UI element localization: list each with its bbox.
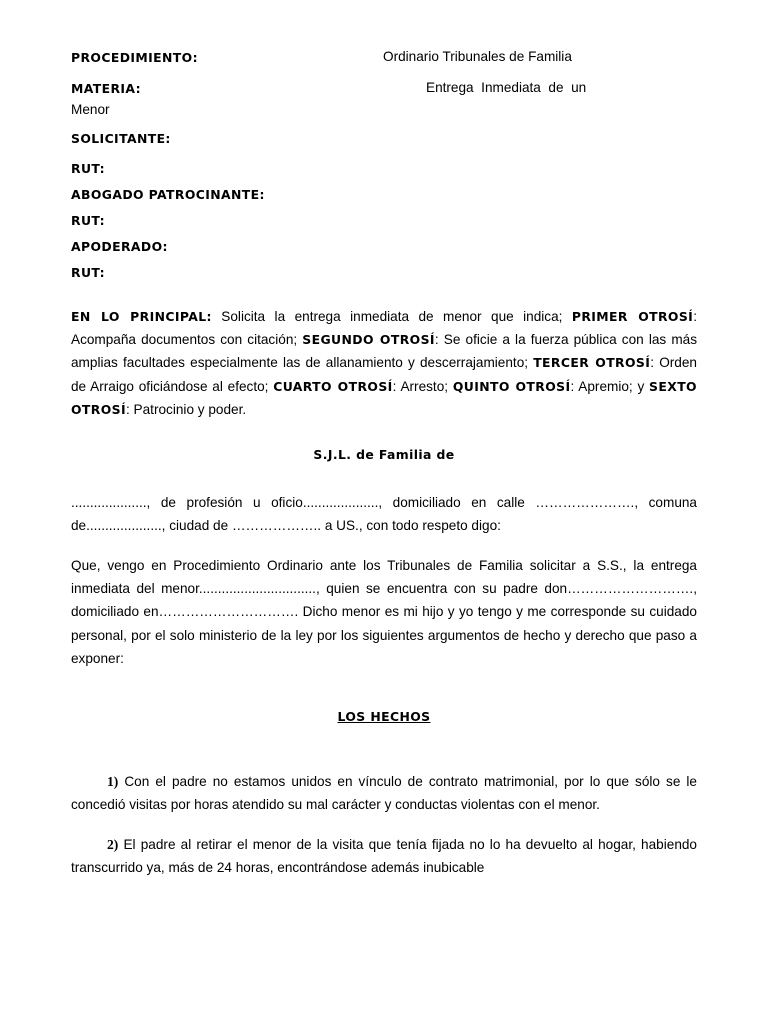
fact-1: [71, 770, 697, 816]
fact-2: [71, 833, 697, 879]
materia-value: Entrega Inmediata de un: [426, 80, 587, 95]
intro-paragraph: ...................., de profesión u oficio...................., domiciliado en calle …………………., comuna de...................., ciudad de ……………….. a US., con todo respeto digo:: [71, 495, 697, 534]
summary-text-7: : Patrocinio y poder.: [126, 401, 247, 417]
sexto-otrosi-label: SEXTO OTROSÍ: [71, 378, 697, 417]
fact-number: 2): [107, 837, 119, 852]
court-heading: S.J.L. de Familia de: [313, 447, 455, 462]
procedimiento-label: PROCEDIMIENTO:: [71, 50, 198, 65]
abogado-label: ABOGADO PATROCINANTE:: [71, 187, 265, 202]
rut-label-3: RUT:: [71, 265, 105, 280]
rut-label-2: RUT:: [71, 213, 105, 228]
materia-label: MATERIA:: [71, 81, 141, 96]
fact-text: El padre al retirar el menor de la visita que tenía fijada no lo ha devuelto al hogar, habiendo transcurrido ya, más de 24 horas, encontrándose además inubicable: [71, 837, 697, 876]
request-paragraph: Que, vengo en Procedimiento Ordinario ante los Tribunales de Familia solicitar a S.S., la entrega inmediata del menor..............................., quien se encuentra con su padre don………………………., domiciliado en…………………………. Dicho menor es mi hijo y yo tengo y me corresponde su cuidado personal, por el solo ministerio de la ley por los siguientes argumentos de hecho y derecho que paso a exponer:: [71, 558, 697, 666]
summary-text-6: : Apremio; y: [570, 378, 650, 394]
solicitante-label: SOLICITANTE:: [71, 131, 171, 146]
materia-value-cont: Menor: [71, 102, 110, 117]
summary-text-5: : Arresto;: [392, 378, 453, 394]
procedimiento-value: Ordinario Tribunales de Familia: [383, 49, 572, 64]
summary-text-1: Solicita la entrega inmediata de menor que indica;: [211, 309, 572, 324]
tercer-otrosi-label: TERCER OTROSÍ: [533, 355, 651, 371]
section-title: LOS HECHOS: [337, 709, 431, 724]
summary-text-4: : Orden de Arraigo oficiándose al efecto;: [71, 355, 697, 394]
cuarto-otrosi-label: CUARTO OTROSÍ: [273, 378, 393, 394]
rut-label-1: RUT:: [71, 161, 105, 176]
quinto-otrosi-label: QUINTO OTROSÍ: [452, 378, 571, 394]
summary-text-2: : Acompaña documentos con citación;: [71, 309, 697, 348]
summary-paragraph: [71, 305, 697, 421]
summary-text-3: : Se oficie a la fuerza pública con las más amplias facultades especialmente las de allanamiento y descerrajamiento;: [71, 332, 697, 371]
fact-text: Con el padre no estamos unidos en vínculo de contrato matrimonial, por lo que sólo se le concedió visitas por horas atendido su mal carácter y conductas violentas con el menor.: [71, 774, 697, 813]
apoderado-label: APODERADO:: [71, 239, 168, 254]
fact-number: 1): [107, 774, 119, 789]
segundo-otrosi-label: SEGUNDO OTROSÍ: [302, 332, 435, 348]
primer-otrosi-label: PRIMER OTROSÍ: [571, 309, 694, 324]
en-lo-principal-label: EN LO PRINCIPAL:: [71, 309, 212, 324]
